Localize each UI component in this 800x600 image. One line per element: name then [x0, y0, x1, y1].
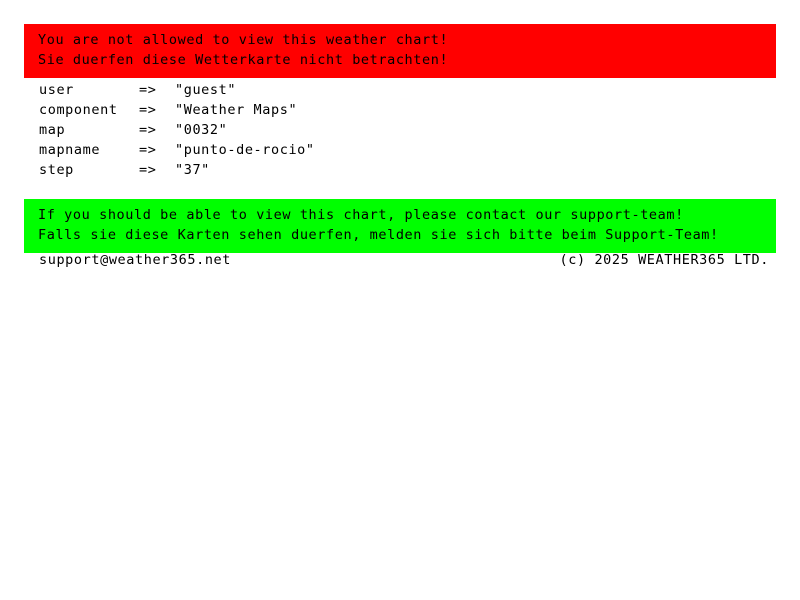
parameter-value: "guest"	[175, 82, 237, 98]
parameter-row-component	[39, 100, 315, 120]
support-email-link[interactable]: support@weather365.net	[39, 252, 232, 268]
parameter-row-map	[39, 120, 315, 140]
error-banner	[24, 24, 776, 78]
parameter-row-step	[39, 160, 315, 180]
parameter-key: component	[39, 102, 118, 118]
parameter-row-user	[39, 80, 315, 100]
info-banner	[24, 199, 776, 253]
parameter-value: "punto-de-rocio"	[175, 142, 315, 158]
parameter-arrow: =>	[139, 122, 157, 138]
parameter-key: map	[39, 122, 66, 138]
parameter-arrow: =>	[139, 82, 157, 98]
parameter-value: "37"	[175, 162, 210, 178]
parameter-arrow: =>	[139, 102, 157, 118]
info-banner-line-de: Falls sie diese Karten sehen duerfen, melden sie sich bitte beim Support-Team!	[38, 227, 719, 243]
parameter-arrow: =>	[139, 162, 157, 178]
parameter-value: "Weather Maps"	[175, 102, 298, 118]
error-banner-line-de: Sie duerfen diese Wetterkarte nicht betrachten!	[38, 52, 449, 68]
parameter-row-mapname	[39, 140, 315, 160]
parameter-key: user	[39, 82, 74, 98]
copyright-text: (c) 2025 WEATHER365 LTD.	[559, 252, 769, 268]
parameter-key: mapname	[39, 142, 101, 158]
footer	[39, 250, 769, 270]
parameter-value: "0032"	[175, 122, 228, 138]
info-banner-line-en: If you should be able to view this chart, please contact our support-team!	[38, 207, 684, 223]
error-banner-line-en: You are not allowed to view this weather chart!	[38, 32, 449, 48]
parameter-arrow: =>	[139, 142, 157, 158]
parameter-key: step	[39, 162, 74, 178]
parameter-list	[39, 80, 315, 180]
